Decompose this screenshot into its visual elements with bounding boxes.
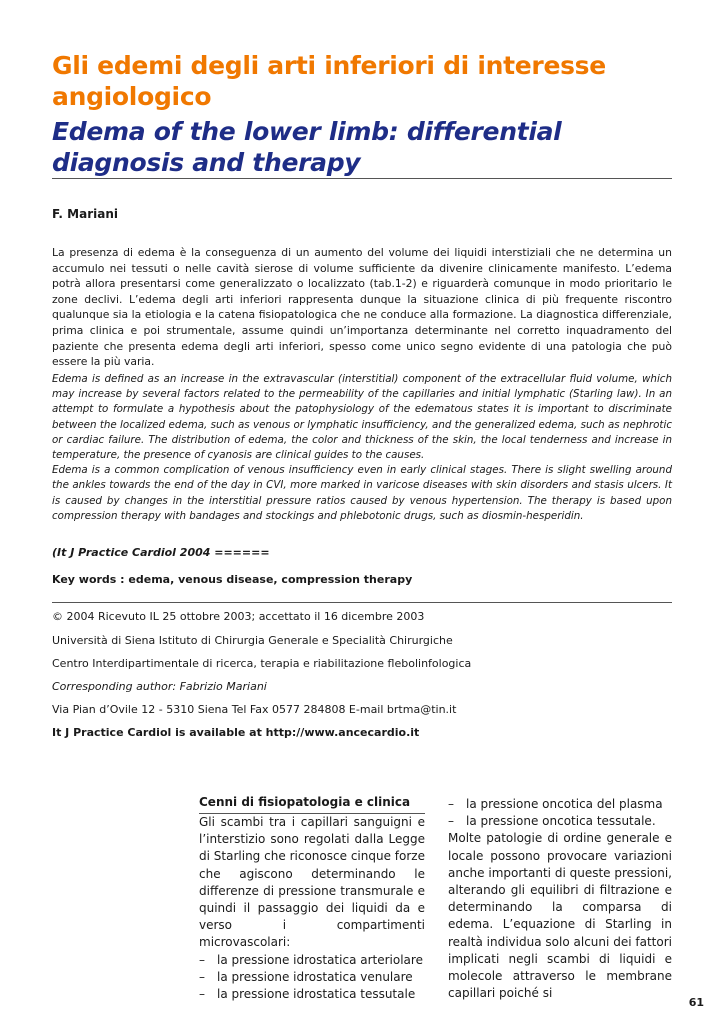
affiliation-university: Università di Siena Istituto di Chirurgia Generale e Specialità Chirurgiche — [52, 634, 453, 647]
list-item: – la pressione oncotica tessutale. — [448, 814, 656, 829]
author-name: F. Mariani — [52, 207, 118, 221]
section-heading: Cenni di fisiopatologia e clinica — [199, 795, 411, 809]
keywords: Key words : edema, venous disease, compression therapy — [52, 573, 413, 586]
list-item: – la pressione oncotica del plasma — [448, 797, 663, 811]
text-column-right — [448, 796, 672, 1002]
journal-citation: (It J Practice Cardiol 2004 ====== — [52, 546, 270, 559]
corresponding-author: Corresponding author: Fabrizio Mariani — [52, 680, 267, 693]
affiliation-center: Centro Interdipartimentale di ricerca, terapia e riabilitazione flebolinfologica — [52, 657, 472, 670]
received-date: © 2004 Ricevuto IL 25 ottobre 2003; accettato il 16 dicembre 2003 — [52, 610, 425, 623]
list-item: – la pressione idrostatica venulare — [199, 969, 413, 984]
page-number: 61 — [688, 996, 704, 1009]
abstract-italian: La presenza di edema è la conseguenza di un aumento del volume dei liquidi interstiziali che ne determina un accumulo nei tessuti o nelle cavità sierose di volume sufficiente da divenire clinicamente manifesto. L’edema potrà allora presentarsi come generalizzato o localizzato (tab.1-2) e riguarderà comunque in modo prioritario le zone declivi. L’edema degli arti inferiori rappresenta dunque la situazione clinica di più frequente riscontro qualunque sia la etiologia e la catena fisiopatologica che ne conduce alla formazione. La diagnostica differenziale, prima clinica e poi strumentale, assume quindi un’importanza determinante nel corretto inquadramento del paziente che presenta edema degli arti inferiori, spesso come unico segno evidente di una patologia che può essere la più varia. — [52, 246, 672, 369]
paragraph-starling: Gli scambi tra i capillari sanguigni e l’interstizio sono regolati dalla Legge di Starling che riconosce cinque forze che agiscono determinando le differenze di pressione transmurale e quindi il passaggio dei liquidi da e verso i compartimenti microvascolari: — [199, 815, 425, 950]
abstract-english-paragraph: Edema is a common complication of venous insufficiency even in early clinical stages. There is slight swelling around the ankles towards the end of the day in CVI, more marked in varicose diseases with skin disorders and stasis ulcers. It is caused by changes in the interstitial pressure ratios caused by venous hypertension. The therapy is based upon compression therapy with bandages and stockings and phlebotonic drugs, such as diosmin-hesperidin. — [52, 464, 672, 522]
text-column-left — [199, 814, 425, 1003]
paragraph-pathologies: Molte patologie di ordine generale e locale possono provocare variazioni anche importanti di queste pressioni, alterando gli equilibri di filtrazione e determinando la comparsa di edema. L’equazione di Starling in realtà individua solo alcuni dei fattori implicati negli scambi di liquidi e molecole attraverso le membrane capillari poiché si — [448, 831, 672, 1001]
list-item: – la pressione idrostatica tessutale — [199, 987, 416, 1002]
list-item: – la pressione idrostatica arteriolare — [199, 952, 423, 967]
keywords-divider — [52, 602, 672, 603]
abstract-english-paragraph: Edema is defined as an increase in the extravascular (interstitial) component of the extracellular fluid volume, which may increase by several factors related to the permeability of the capillaries and initial lymphatic (Starling law). In an attempt to formulate a hypothesis about the patophysiology of the edematous states it is important to discriminate between the localized edema, such as venous or lymphatic insufficiency, and the generalized edema, such as nephrotic or cardiac failure. The distribution of edema, the color and thickness of the skin, the local tenderness and increase in temperature, the presence of cyanosis are clinical guides to the causes. — [52, 373, 672, 462]
title-divider — [52, 178, 672, 179]
abstract-english — [52, 372, 672, 524]
availability-note: It J Practice Cardiol is available at http://www.ancecardio.it — [52, 726, 420, 739]
title-english: Edema of the lower limb: differential diagnosis and therapy — [52, 117, 562, 177]
title-italian: Gli edemi degli arti inferiori di interesse angiologico — [52, 51, 606, 111]
author-address: Via Pian d’Ovile 12 - 5310 Siena Tel Fax 0577 284808 E-mail brtma@tin.it — [52, 703, 457, 716]
